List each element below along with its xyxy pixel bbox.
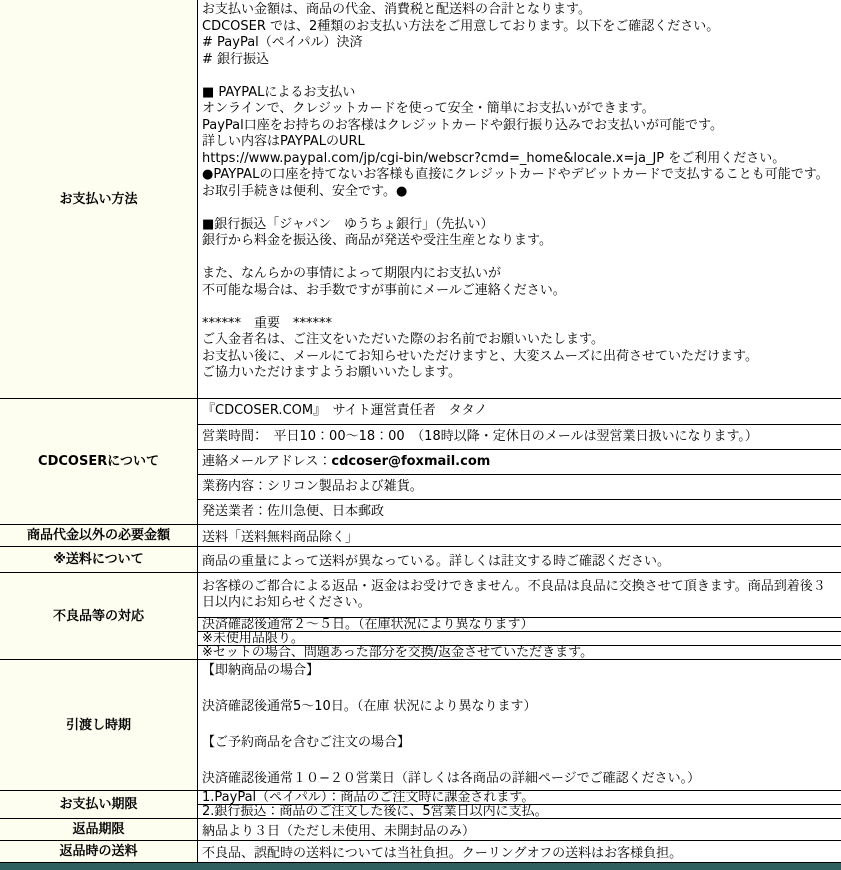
text-line: 決済確認後通常１０−２０営業日（詳しくは各商品の詳細ページでご確認ください。）	[202, 771, 701, 786]
text-line: 【即納商品の場合】	[202, 663, 320, 678]
site-operator-row: 『CDCOSER.COM』 サイト運営責任者 タタノ	[202, 403, 488, 418]
blank-line	[202, 299, 837, 316]
policy-row-about-cdcoser	[0, 398, 841, 524]
paypal-url-text: https://www.paypal.com/jp/cgi-bin/webscr?cmd=_home&locale.x=ja_JP をご利用ください。	[202, 150, 786, 166]
row-content-return-shipping: 不良品、誤配時の送料については当社負担。クーリングオフの送料はお客様負担。	[198, 841, 841, 862]
blank-line	[202, 250, 837, 267]
business-hours-row: 営業時間： 平日10：00〜18：00 （18時以降・定休日のメールは翌営業日扱いになります。）	[198, 424, 841, 449]
policy-row-return-deadline	[0, 818, 841, 840]
text-line: 詳しい内容はPAYPALのURL	[202, 134, 365, 149]
row-header-about-cdcoser: CDCOSERについて	[0, 399, 198, 524]
text-line: # PayPal（ペイパル）決済	[202, 35, 363, 50]
text-line: ご入金者名は、ご注文をいただいた際のお名前でお願いいたします。	[202, 332, 604, 347]
row-header-defective-items: 不良品等の対応	[0, 573, 198, 659]
paypal-deadline-row: 1.PayPal（ペイパル）：商品のご注文時に課金されます。	[202, 790, 535, 805]
processing-time-row: 決済確認後通常２〜５日。（在庫状況により異なります）	[198, 617, 841, 631]
policy-row-additional-fees	[0, 524, 841, 546]
blank-line	[202, 68, 837, 85]
contact-email: cdcoser@foxmail.com	[331, 454, 491, 469]
blank-line	[202, 752, 837, 770]
important-notice-marker: ****** 重要 ******	[202, 315, 333, 331]
row-content-about-cdcoser	[198, 399, 841, 524]
text-line: ご協力いただけますようお願いいたします。	[202, 365, 461, 380]
row-header-shipping-fee: ※送料について	[0, 547, 198, 572]
text-line: 不可能な場合は、お手数ですが事前にメールご連絡ください。	[202, 282, 566, 298]
text-line: 銀行から料金を振込後、商品が発送や受注生産となります。	[202, 233, 552, 248]
blank-line	[202, 200, 837, 217]
text-line: お支払い後に、メールにてお知らせいただけますと、大変スムーズに出荷させていただけます。	[202, 348, 759, 364]
policy-row-shipping-fee	[0, 546, 841, 572]
text-line: PayPal口座をお持ちのお客様はクレジットカードや銀行振り込みでお支払いが可能です。	[202, 117, 723, 133]
text-line: CDCOSER では、2種類のお支払い方法をご用意しております。以下をご確認ください。	[202, 18, 720, 34]
row-header-payment-deadline: お支払い期限	[0, 791, 198, 818]
text-line: # 銀行振込	[202, 51, 270, 67]
contact-email-row	[198, 449, 841, 474]
text-line: ■ PAYPALによるお支払い	[202, 84, 356, 100]
row-header-return-shipping: 返品時の送料	[0, 841, 198, 862]
return-policy-row: お客様のご都合による返品・返金はお受けできません。不良品は良品に交換させて頂きます。商品到着後３日以内にお知らせください。	[202, 579, 826, 610]
row-content-payment-method	[198, 0, 841, 398]
row-content-shipping-fee: 商品の重量によって送料が異なっている。詳しくは註文する時ご確認ください。	[198, 547, 841, 572]
text-line: オンラインで、クレジットカードを使って安全・簡単にお支払いができます。	[202, 101, 655, 116]
policy-row-delivery-time	[0, 659, 841, 790]
unused-only-row: ※未使用品限り。	[198, 631, 841, 645]
shipping-carrier-row: 発送業者：佐川急便、日本郵政	[198, 499, 841, 524]
text-line: ■銀行振込「ジャパン ゆうちょ銀行」（先払い）	[202, 216, 494, 232]
policy-row-defective-items	[0, 572, 841, 659]
footer-bar	[0, 863, 841, 870]
row-content-defective-items	[198, 573, 841, 659]
row-header-delivery-time: 引渡し時期	[0, 660, 198, 790]
text-line: ●PAYPALの口座を持てないお客様も直接にクレジットカードやデビットカードで支払することも可能です。	[202, 167, 829, 182]
policy-row-return-shipping	[0, 840, 841, 862]
business-description-row: 業務内容：シリコン製品および雑貨。	[198, 474, 841, 499]
row-header-payment-method: お支払い方法	[0, 0, 198, 398]
text-line: また、なんらかの事情によって期限内にお支払いが	[202, 266, 502, 281]
set-exchange-row: ※セットの場合、問題あった部分を交換/返金させていただきます。	[198, 645, 841, 659]
row-content-payment-deadline	[198, 791, 841, 818]
contact-email-label: 連絡メールアドレス：	[202, 454, 332, 469]
text-line: お取引手続きは便利、安全です。●	[202, 183, 408, 199]
blank-line	[202, 716, 837, 734]
row-content-return-deadline: 納品より３日（ただし未使用、未開封品のみ）	[198, 819, 841, 840]
blank-line	[202, 680, 837, 698]
row-content-additional-fees: 送料「送料無料商品除く」	[198, 525, 841, 546]
row-content-delivery-time	[198, 660, 841, 790]
row-header-additional-fees: 商品代金以外の必要金額	[0, 525, 198, 546]
text-line: 決済確認後通常5〜10日。（在庫 状況により異なります）	[202, 699, 537, 714]
text-line: 【ご予約商品を含むご注文の場合】	[202, 735, 411, 750]
text-line: お支払い金額は、商品の代金、消費税と配送料の合計となります。	[202, 2, 591, 17]
policy-row-payment-deadline	[0, 790, 841, 818]
policy-row-payment-method	[0, 0, 841, 398]
bank-transfer-deadline-row: 2.銀行振込：商品のご注文した後に、5営業日以内に支払。	[198, 804, 841, 818]
row-header-return-deadline: 返品期限	[0, 819, 198, 840]
